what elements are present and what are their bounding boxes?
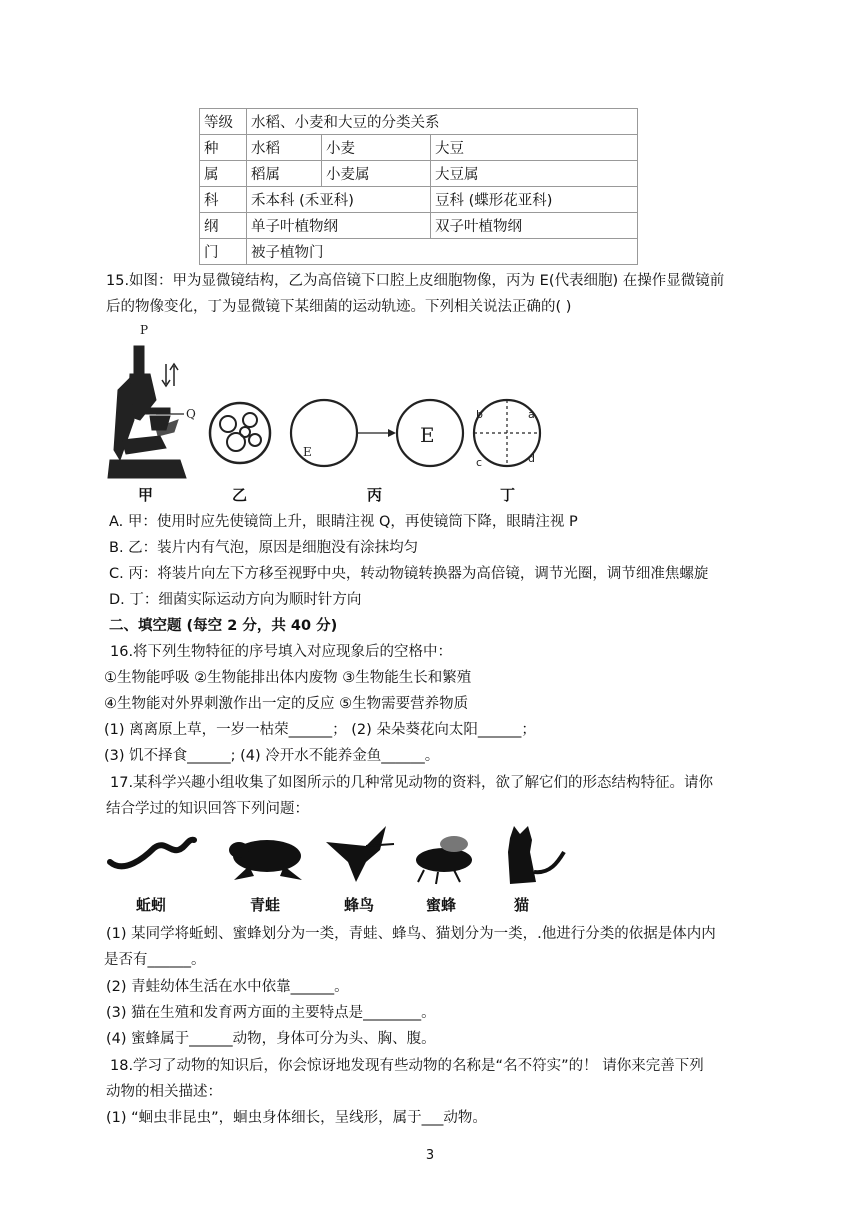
- bee-icon: [416, 836, 472, 884]
- q15-option-b: B. 乙：装片内有气泡，原因是细胞没有涂抹均匀: [109, 540, 419, 556]
- page-number: 3: [425, 1148, 435, 1163]
- figure-label-ding: 丁: [500, 486, 516, 504]
- q16-stem: 16.将下列生物特征的序号填入对应现象后的空格中：: [110, 644, 453, 660]
- microscope-illustration: [108, 323, 196, 478]
- table-cell: 单子叶植物纲: [247, 213, 431, 239]
- animal-label-frog: 青蛙: [250, 896, 281, 914]
- label-Q: Q: [186, 407, 196, 421]
- q15-option-d: D. 丁：细菌实际运动方向为顺时针方向: [109, 592, 362, 608]
- q17-sub4: (4) 蜜蜂属于______动物，身体可分为头、胸、腹。: [106, 1031, 436, 1047]
- q18-stem-line2: 动物的相关描述：: [106, 1084, 222, 1100]
- q17-stem-line1: 17.某科学兴趣小组收集了如图所示的几种常见动物的资料，欲了解它们的形态结构特征。请你: [110, 775, 714, 791]
- table-cell: 小麦: [322, 135, 431, 161]
- table-cell: 属: [200, 161, 247, 187]
- q18-stem-line1: 18.学习了动物的知识后，你会惊讶地发现有些动物的名称是“名不符实”的！ 请你来完善下列: [110, 1058, 704, 1074]
- classification-table: [199, 108, 638, 265]
- earthworm-icon: [110, 840, 194, 867]
- section-title: 二、填空题 (每空 2 分，共 40 分): [109, 618, 338, 634]
- table-cell: 水稻、小麦和大豆的分类关系: [247, 109, 638, 135]
- letter-E-small: E: [303, 445, 312, 459]
- figure-label-jia: 甲: [138, 486, 154, 504]
- figure-label-yi: 乙: [232, 486, 248, 504]
- q17-animals-figure: [104, 822, 574, 922]
- q15-figure: [100, 320, 560, 510]
- q16-features-line2: ④生物能对外界刺激作出一定的反应 ⑤生物需要营养物质: [104, 696, 469, 712]
- table-cell: 大豆: [431, 135, 638, 161]
- q16-features-line1: ①生物能呼吸 ②生物能排出体内废物 ③生物能生长和繁殖: [104, 670, 472, 686]
- bacteria-path-view: [474, 400, 540, 469]
- table-cell: 种: [200, 135, 247, 161]
- table-cell: 科: [200, 187, 247, 213]
- q17-sub1-line1: (1) 某同学将蚯蚓、蜜蜂划分为一类，青蛙、蜂鸟、猫划分为一类，.他进行分类的依据是体内内: [106, 926, 716, 942]
- animal-label-cat: 猫: [514, 896, 530, 914]
- table-row: [200, 239, 638, 265]
- q17-sub2: (2) 青蛙幼体生活在水中依靠______。: [106, 979, 349, 995]
- label-P: P: [140, 323, 149, 337]
- table-cell: 被子植物门: [247, 239, 638, 265]
- frog-icon: [229, 840, 302, 880]
- table-cell: 等级: [200, 109, 247, 135]
- table-cell: 双子叶植物纲: [431, 213, 638, 239]
- table-row: [200, 109, 638, 135]
- table-cell: 禾本科 (禾亚科): [247, 187, 431, 213]
- q15-option-a: A. 甲：使用时应先使镜筒上升，眼睛注视 Q，再使镜筒下降，眼睛注视 P: [109, 514, 578, 530]
- arrow-head-icon: [388, 429, 396, 437]
- after-view: [397, 400, 463, 466]
- table-row: [200, 161, 638, 187]
- figure-label-bing: 丙: [367, 486, 383, 504]
- q17-sub1-line2: 是否有______。: [104, 952, 206, 968]
- animal-label-earthworm: 蚯蚓: [136, 896, 167, 914]
- q18-sub1: (1) “蛔虫非昆虫”，蛔虫身体细长，呈线形，属于___动物。: [106, 1110, 487, 1126]
- table-cell: 稻属: [247, 161, 322, 187]
- q17-stem-line2: 结合学过的知识回答下列问题：: [106, 801, 309, 817]
- table-cell: 大豆属: [431, 161, 638, 187]
- cat-icon: [508, 826, 564, 884]
- q15-stem-line2: 后的物像变化，丁为显微镜下某细菌的运动轨迹。下列相关说法正确的( ): [106, 299, 572, 315]
- table-row: [200, 135, 638, 161]
- q15-option-c: C. 丙：将装片向左下方移至视野中央，转动物镜转换器为高倍镜，调节光圈，调节细准焦螺旋: [109, 566, 709, 582]
- point-b: b: [476, 408, 483, 421]
- table-cell: 小麦属: [322, 161, 431, 187]
- q17-sub3: (3) 猫在生殖和发育两方面的主要特点是________。: [106, 1005, 436, 1021]
- table-row: [200, 213, 638, 239]
- table-cell: 豆科 (蝶形花亚科): [431, 187, 638, 213]
- table-cell: 水稻: [247, 135, 322, 161]
- before-view: [291, 400, 357, 466]
- table-cell: 纲: [200, 213, 247, 239]
- hummingbird-icon: [326, 826, 394, 882]
- q16-blank-line1: (1) 离离原上草，一岁一枯荣______； (2) 朵朵葵花向太阳______；: [104, 722, 536, 738]
- q15-stem-line1: 15.如图：甲为显微镜结构，乙为高倍镜下口腔上皮细胞物像，丙为 E(代表细胞) 在操作显微镜前: [106, 273, 725, 289]
- point-a: a: [528, 408, 535, 421]
- q16-blank-line2: (3) 饥不择食______; (4) 冷开水不能养金鱼______。: [104, 748, 440, 764]
- animal-label-hummingbird: 蜂鸟: [344, 896, 375, 914]
- cheek-cell-view: [210, 403, 270, 463]
- animal-label-bee: 蜜蜂: [426, 896, 457, 914]
- point-d: d: [528, 452, 535, 465]
- table-row: [200, 187, 638, 213]
- table-cell: 门: [200, 239, 247, 265]
- point-c: c: [476, 456, 483, 469]
- letter-E-large: E: [420, 423, 435, 447]
